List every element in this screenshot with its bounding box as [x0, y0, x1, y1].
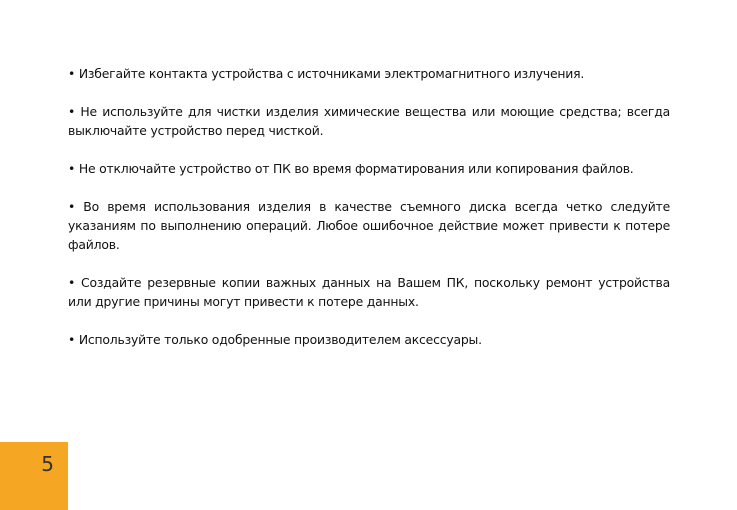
safety-paragraph-disconnect: • Не отключайте устройство от ПК во время форматирования или копирования файлов. — [68, 161, 634, 176]
page-number: 5 — [41, 452, 54, 476]
safety-paragraph-backup: • Создайте резервные копии важных данных на Вашем ПК, поскольку ремонт устройства или другие причины могут привести к потере данных. — [68, 275, 670, 309]
page-number-tab — [0, 442, 68, 510]
safety-paragraph-emi: • Избегайте контакта устройства с источниками электромагнитного излучения. — [68, 66, 585, 81]
manual-content — [68, 64, 670, 368]
safety-paragraph-removable-disk: • Во время использования изделия в качестве съемного диска всегда четко следуйте указаниям по выполнению операций. Любое ошибочное действие может привести к потере файлов. — [68, 199, 670, 252]
safety-paragraph-accessories: • Используйте только одобренные производителем аксессуары. — [68, 332, 482, 347]
safety-paragraph-cleaning: • Не используйте для чистки изделия химические вещества или моющие средства; всегда выключайте устройство перед чисткой. — [68, 104, 670, 138]
